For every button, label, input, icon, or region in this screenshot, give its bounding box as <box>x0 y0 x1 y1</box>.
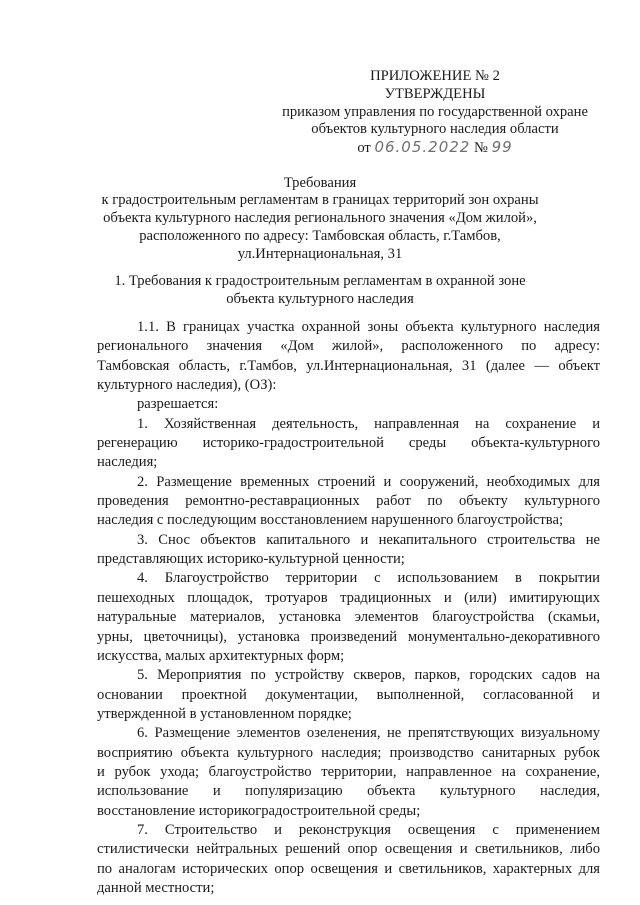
title-line: ул.Интернациональная, 31 <box>237 246 403 262</box>
text-line: 1. Хозяйственная деятельность, направленная на сохранение и <box>137 415 600 432</box>
text-line: искусства, малых архитектурных форм; <box>97 647 345 664</box>
text-line: разрешается: <box>137 396 219 413</box>
text-line: данной местности; <box>97 879 215 896</box>
approved-label: УТВЕРЖДЕНЫ <box>384 86 486 102</box>
number-prefix: № <box>474 140 488 156</box>
text-line: 4. Благоустройство территории с использованием в покрытии <box>137 570 600 587</box>
section-heading: 1. Требования к градостроительным регламентам в охранной зоне <box>114 273 526 289</box>
appendix-label: ПРИЛОЖЕНИЕ № 2 <box>370 68 500 84</box>
text-line: 5. Мероприятия по устройству скверов, парков, городских садов на <box>137 667 600 684</box>
text-line: стилистически нейтральных решений опор освещения и светильников, либо <box>97 841 600 858</box>
text-line: 6. Размещение элементов озеленения, не препятствующих визуальному <box>137 725 600 742</box>
handwritten-date: 06.05.2022 <box>374 138 471 156</box>
handwritten-number: 99 <box>491 138 513 156</box>
text-line: 2. Размещение временных строений и сооружений, необходимых для <box>137 473 600 490</box>
list-item <box>97 821 600 898</box>
text-line: регенерацию историко-градостроительной среды объекта-культурного <box>97 435 600 452</box>
text-line: культурного наследия), (ОЗ): <box>97 377 277 394</box>
text-line: регионального значения «Дом жилой», расположенного по адресу: <box>97 338 600 355</box>
section-heading: объекта культурного наследия <box>226 291 414 307</box>
text-line: натуральные материалов, установка элементов благоустройства (скамьи, <box>97 609 600 626</box>
title-line: расположенного по адресу: Тамбовская область, г.Тамбов, <box>139 228 501 244</box>
list-item <box>97 569 600 666</box>
text-line: Тамбовская область, г.Тамбов, ул.Интернациональная, 31 (далее — объект <box>97 357 600 374</box>
list-item <box>97 666 600 724</box>
paragraph <box>97 395 600 414</box>
text-line: утвержденной в установленном порядке; <box>97 705 352 722</box>
text-line: восприятию объекта культурного наследия; производство санитарных рубок <box>97 744 600 761</box>
document-heading: Требования <box>283 175 357 191</box>
document-body <box>97 318 600 898</box>
text-line: и рубок ухода; благоустройство территории, направленное на сохранение, <box>97 763 600 780</box>
text-line: восстановление историкоградостроительной среды; <box>97 802 421 819</box>
list-item <box>97 531 600 570</box>
order-line-1: приказом управления по государственной охране <box>282 104 588 120</box>
text-line: проведения ремонтно-реставрационных работ по объекту культурного <box>97 493 600 510</box>
date-prefix: от <box>357 140 371 156</box>
order-line-2: объектов культурного наследия области <box>311 121 559 137</box>
text-line: по аналогам исторических опор освещения и светильников, характерных для <box>97 860 600 877</box>
order-date-line <box>270 139 600 157</box>
title-line: к градостроительным регламентам в границах территорий зон охраны <box>101 192 539 208</box>
list-item <box>97 724 600 821</box>
text-line: урны, цветочницы), установка произведений монументально-декоративного <box>97 628 600 645</box>
list-item <box>97 473 600 531</box>
list-item <box>97 415 600 473</box>
text-line: 7. Строительство и реконструкция освещения с применением <box>137 821 600 838</box>
text-line: пешеходных площадок, тротуаров традиционных и (или) имитирующих <box>97 589 600 606</box>
text-line: наследия; <box>97 454 158 471</box>
text-line: наследия с последующим восстановлением нарушенного благоустройства; <box>97 512 564 529</box>
text-line: 3. Снос объектов капитального и некапитального строительства не <box>137 531 600 548</box>
text-line: 1.1. В границах участка охранной зоны объекта культурного наследия <box>137 319 600 335</box>
text-line: основании проектной документации, выполненной, согласованной и <box>97 686 600 703</box>
text-line: использование и популяризацию объекта культурного наследия, <box>97 783 600 800</box>
title-line: объекта культурного наследия регионального значения «Дом жилой», <box>103 210 537 226</box>
paragraph <box>97 318 600 395</box>
text-line: представляющих историко-культурной ценности; <box>97 551 405 568</box>
